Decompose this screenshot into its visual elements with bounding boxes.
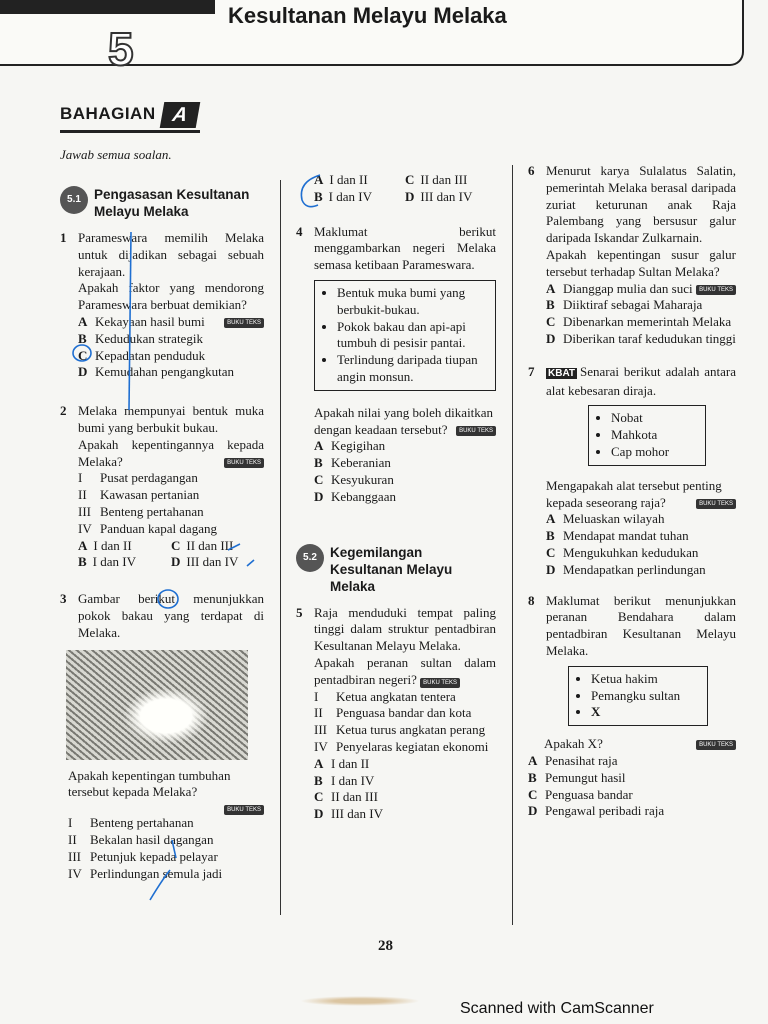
book-ref-badge: BUKU TEKS [456,426,496,436]
option-d[interactable]: D Diberikan taraf kedudukan tinggi [546,330,736,346]
answer-circle [301,175,320,207]
answer-circle [73,345,91,361]
option-c[interactable]: C Kepadatan penduduk [78,347,206,363]
option-d[interactable]: D Mendapatkan perlindungan [546,561,706,577]
book-ref-badge: BUKU TEKS [420,678,460,688]
info-item: • Pokok bakau dan api-api tumbuh di pesisir pantai. [337,319,487,353]
info-item: • Ketua hakim [591,671,699,688]
book-ref-badge: BUKU TEKS [696,499,736,509]
question-text: Apakah X? [544,736,603,752]
statement-iii: III Petunjuk kepada pelayar [68,848,218,864]
question-number: 4 [296,223,303,239]
option-c[interactable]: C II dan III [171,537,234,553]
subsection-title: Kegemilangan Kesultanan Melayu Melaka [330,544,453,594]
question-number: 8 [528,592,535,608]
statement-ii: II Kawasan pertanian [78,487,200,503]
section-letter: A [160,102,201,128]
subsection-title: Pengasasan Kesultanan Melayu Melaka [94,187,250,219]
question-number: 7 [528,363,535,379]
pen-stroke [129,232,131,410]
info-item: • Pemangku sultan [591,688,699,705]
info-item: • Cap mohor [611,444,697,461]
option-b[interactable]: B I dan IV [314,188,372,204]
question-text: Apakah kepentingannya kepada Melaka? [78,436,264,469]
question-stem: Gambar berikut menunjukkan pokok bakau yang terdapat di Melaka. [78,591,264,640]
book-ref-badge: BUKU TEKS [696,740,736,750]
statement-ii: II Penguasa bandar dan kota [314,705,472,721]
statement-ii: II Bekalan hasil dagangan [68,831,214,847]
question-text: Apakah kepentingan susur galur tersebut terhadap Sultan Melaka? [546,246,736,279]
option-a[interactable]: A Kegigihan [314,438,386,454]
kbat-tag: KBAT [548,367,576,379]
option-d[interactable]: D Pengawal peribadi raja [528,803,665,819]
option-d[interactable]: D Kemudahan pengangkutan [78,364,234,380]
question-stem: Menurut karya Sulalatus Salatin, pemerintah Melaka berasal daripada zuriat keturunan anak Raja Palembang yang bersusur galur daripada Iskandar Zulkarnain. [546,163,736,246]
statement-i: I Pusat perdagangan [78,470,198,486]
option-c[interactable]: C Dibenarkan memerintah Melaka [546,314,732,330]
option-b[interactable]: B Pemungut hasil [528,769,626,785]
option-d[interactable]: D III dan IV [314,806,383,822]
question-stem: Raja menduduki tempat paling tinggi dalam struktur pentadbiran Kesultanan Melayu Melaka. [314,604,496,654]
scan-smudge [300,996,420,1006]
info-item: • Bentuk muka bumi yang berbukit-bukau. [337,285,487,319]
question-text: Apakah peranan sultan dalam pentadbiran negeri? [314,654,496,687]
question-stem: Parameswara memilih Melaka untuk dijadikan sebagai sebuah kerajaan. [78,230,264,279]
info-item: • Nobat [611,410,697,427]
option-a[interactable]: A Penasihat raja [528,752,618,768]
check-mark [228,544,240,550]
option-b[interactable]: B Mendapat mandat tuhan [546,528,689,544]
page-number: 28 [378,938,393,954]
option-c[interactable]: C II dan III [314,789,378,805]
question-number: 2 [60,403,67,419]
statement-iv: IV Panduan kapal dagang [78,520,217,536]
option-b[interactable]: B Keberanian [314,455,391,471]
option-b[interactable]: B Kedudukan strategik [78,330,203,346]
scanner-watermark: Scanned with CamScanner [460,1000,654,1017]
info-item: • X [591,704,699,721]
option-b[interactable]: B I dan IV [314,772,375,788]
chapter-title: Kesultanan Melayu Melaka [228,3,507,28]
question-number: 1 [60,230,67,245]
book-ref-badge: BUKU TEKS [224,805,264,815]
option-d[interactable]: D III dan IV [405,188,473,204]
subsection-badge: 5.1 [60,186,88,214]
section-label: BAHAGIAN [60,104,156,123]
pen-stroke [172,840,176,858]
question-stem: Senarai berikut adalah antara alat kebesaran diraja. [546,363,736,398]
book-ref-badge: BUKU TEKS [224,318,264,328]
statement-i: I Benteng pertahanan [68,815,194,831]
option-a[interactable]: A I dan II [314,172,368,187]
statement-iv: IV Perlindungan semula jadi [68,865,223,881]
info-item: • Terlindung daripada tiupan angin monsun. [337,352,487,386]
pen-stroke [150,870,170,900]
option-c[interactable]: C II dan III [405,172,468,187]
book-ref-badge: BUKU TEKS [224,458,264,468]
option-c[interactable]: C Mengukuhkan kedudukan [546,544,699,560]
question-text: Mengapakah alat tersebut penting kepada seseorang raja? [546,477,722,510]
book-ref-badge: BUKU TEKS [696,285,736,295]
info-item: • Mahkota [611,427,697,444]
option-a[interactable]: A Dianggap mulia dan suci [546,280,693,296]
question-number: 6 [528,163,535,178]
question-stem: Melaka mempunyai bentuk muka bumi yang berbukit bukau. [78,403,264,435]
instruction: Jawab semua soalan. [60,147,172,162]
question-stem: Maklumat berikut menggambarkan negeri Melaka semasa ketibaan Parameswara. [314,223,496,273]
statement-iii: III Benteng pertahanan [78,503,204,519]
option-b[interactable]: B I dan IV [78,554,136,570]
statement-i: I Ketua angkatan tentera [314,688,456,704]
option-b[interactable]: B Diiktiraf sebagai Maharaja [546,297,703,313]
question-number: 3 [60,591,67,607]
question-number: 5 [296,604,303,620]
question-stem: Maklumat berikut menunjukkan peranan Bendahara dalam pentadbiran Kesultanan Melayu Melaka. [546,592,736,658]
option-d[interactable]: D III dan IV [171,554,239,570]
option-c[interactable]: C Penguasa bandar [528,786,633,802]
chapter-number: 5 [108,23,134,75]
option-a[interactable]: A Meluaskan wilayah [546,511,665,527]
question-text: Apakah nilai yang boleh dikaitkan dengan keadaan tersebut? [314,404,494,437]
question-text: Apakah kepentingan tumbuhan tersebut kepada Melaka? [68,767,231,800]
statement-iv: IV Penyelaras kegiatan ekonomi [314,738,489,754]
answer-circle [158,590,178,608]
option-a[interactable]: A Kekayaan hasil bumi [78,313,205,329]
statement-iii: III Ketua turus angkatan perang [314,722,486,738]
check-mark [247,560,254,566]
question-text: Apakah faktor yang mendorong Parameswara berbuat demikian? [78,280,264,313]
option-a[interactable]: A I dan II [314,755,370,771]
option-c[interactable]: C Kesyukuran [314,471,394,487]
subsection-badge: 5.2 [296,544,324,572]
option-a[interactable]: A I dan II [78,537,132,553]
option-d[interactable]: D Kebanggaan [314,488,396,504]
